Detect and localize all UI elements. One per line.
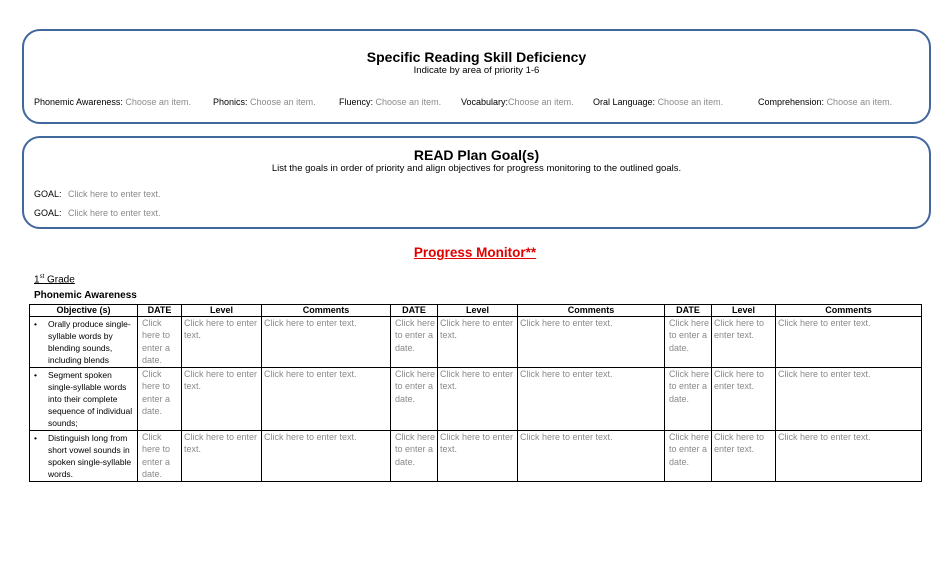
read-plan-goals-title: READ Plan Goal(s) xyxy=(413,147,540,163)
table-header-row xyxy=(30,305,922,317)
skill-deficiency-title: Specific Reading Skill Deficiency xyxy=(366,49,587,65)
level-input[interactable]: Click here to enter text. xyxy=(182,317,262,368)
comprehension-dropdown[interactable]: Choose an item. xyxy=(826,97,893,107)
objective-cell xyxy=(30,431,138,482)
objective-text: Distinguish long from short vowel sounds in spoken single-syllable words. xyxy=(48,433,132,479)
phonemic-awareness-dropdown[interactable]: Choose an item. xyxy=(125,97,191,107)
comments-input[interactable]: Click here to enter text. xyxy=(776,431,922,482)
bullet: • xyxy=(34,370,37,380)
header-level: Level xyxy=(438,305,518,317)
skill-deficiency-panel xyxy=(22,29,931,124)
table-row xyxy=(30,317,922,368)
level-input[interactable]: Click here to enter text. xyxy=(712,368,776,431)
goal-row xyxy=(34,189,161,199)
area-label: Fluency: xyxy=(339,97,374,107)
date-picker[interactable]: Click here to enter a date. xyxy=(665,368,712,431)
area-vocabulary xyxy=(461,97,574,107)
level-input[interactable]: Click here to enter text. xyxy=(438,317,518,368)
area-phonemic-awareness xyxy=(34,97,191,107)
comments-input[interactable]: Click here to enter text. xyxy=(262,368,391,431)
comments-input[interactable]: Click here to enter text. xyxy=(776,368,922,431)
comments-input[interactable]: Click here to enter text. xyxy=(518,368,665,431)
fluency-dropdown[interactable]: Choose an item. xyxy=(375,97,442,107)
level-input[interactable]: Click here to enter text. xyxy=(712,317,776,368)
objective-cell xyxy=(30,368,138,431)
area-oral-language xyxy=(593,97,723,107)
comments-input[interactable]: Click here to enter text. xyxy=(518,317,665,368)
header-comments: Comments xyxy=(262,305,391,317)
read-plan-goals-panel xyxy=(22,136,931,229)
goal-label: GOAL: xyxy=(34,189,62,199)
table-row xyxy=(30,431,922,482)
date-picker[interactable]: Click here to enter a date. xyxy=(391,368,438,431)
area-phonics xyxy=(213,97,316,107)
goal-input[interactable]: Click here to enter text. xyxy=(68,189,161,199)
objective-cell xyxy=(30,317,138,368)
date-picker[interactable]: Click here to enter a date. xyxy=(391,317,438,368)
level-input[interactable]: Click here to enter text. xyxy=(438,431,518,482)
goal-input[interactable]: Click here to enter text. xyxy=(68,208,161,218)
level-input[interactable]: Click here to enter text. xyxy=(182,431,262,482)
area-fluency xyxy=(339,97,441,107)
header-objectives: Objective (s) xyxy=(30,305,138,317)
date-picker[interactable]: Click here to enter a date. xyxy=(665,317,712,368)
header-comments: Comments xyxy=(518,305,665,317)
header-comments: Comments xyxy=(776,305,922,317)
header-level: Level xyxy=(182,305,262,317)
progress-monitor-title: Progress Monitor** xyxy=(413,245,537,260)
goal-row xyxy=(34,208,161,218)
level-input[interactable]: Click here to enter text. xyxy=(182,368,262,431)
level-input[interactable]: Click here to enter text. xyxy=(712,431,776,482)
vocabulary-dropdown[interactable]: Choose an item. xyxy=(508,97,574,107)
bullet: • xyxy=(34,433,37,443)
goal-label: GOAL: xyxy=(34,208,62,218)
date-picker[interactable]: Click here to enter a date. xyxy=(391,431,438,482)
level-input[interactable]: Click here to enter text. xyxy=(438,368,518,431)
grade-word: Grade xyxy=(44,274,75,286)
area-comprehension xyxy=(758,97,892,107)
comments-input[interactable]: Click here to enter text. xyxy=(262,317,391,368)
area-label: Phonics: xyxy=(213,97,248,107)
oral-language-dropdown[interactable]: Choose an item. xyxy=(657,97,724,107)
header-date: DATE xyxy=(138,305,182,317)
area-label: Oral Language: xyxy=(593,97,656,107)
date-picker[interactable]: Click here to enter a date. xyxy=(665,431,712,482)
date-picker[interactable]: Click here to enter a date. xyxy=(138,431,182,482)
header-level: Level xyxy=(712,305,776,317)
comments-input[interactable]: Click here to enter text. xyxy=(262,431,391,482)
header-date: DATE xyxy=(391,305,438,317)
grade-number: 1 xyxy=(34,274,40,286)
comments-input[interactable]: Click here to enter text. xyxy=(776,317,922,368)
date-picker[interactable]: Click here to enter a date. xyxy=(138,317,182,368)
skill-deficiency-subtitle: Indicate by area of priority 1-6 xyxy=(413,65,540,76)
grade-label xyxy=(34,274,75,285)
header-date: DATE xyxy=(665,305,712,317)
phonics-dropdown[interactable]: Choose an item. xyxy=(250,97,316,107)
progress-monitor-table xyxy=(29,304,922,482)
area-label: Vocabulary: xyxy=(461,97,509,107)
section-heading: Phonemic Awareness xyxy=(34,290,137,301)
objective-text: Orally produce single-syllable words by blending sounds, including blends xyxy=(48,319,131,365)
table-row xyxy=(30,368,922,431)
grade-suffix: st xyxy=(39,274,45,280)
date-picker[interactable]: Click here to enter a date. xyxy=(138,368,182,431)
bullet: • xyxy=(34,319,37,329)
area-label: Comprehension: xyxy=(758,97,825,107)
area-label: Phonemic Awareness: xyxy=(34,97,123,107)
read-plan-goals-subtitle: List the goals in order of priority and align objectives for progress monitoring to the outlined goals. xyxy=(271,163,682,174)
comments-input[interactable]: Click here to enter text. xyxy=(518,431,665,482)
objective-text: Segment spoken single-syllable words into their complete sequence of individual sounds; xyxy=(48,370,133,428)
